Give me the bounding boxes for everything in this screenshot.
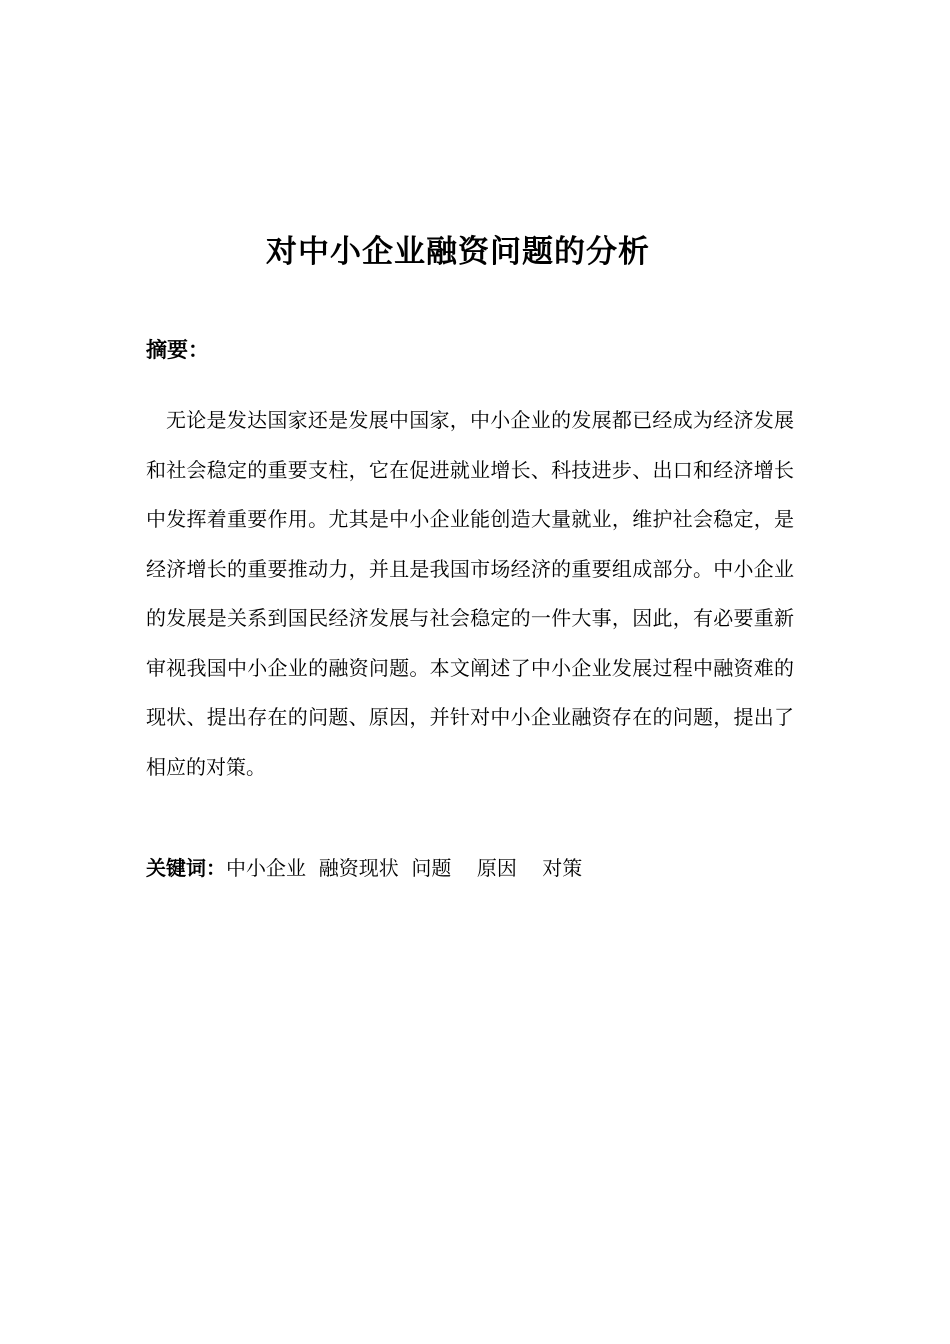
abstract-body: 无论是发达国家还是发展中国家，中小企业的发展都已经成为经济发展和社会稳定的重要支柱，它在促进就业增长、科技进步、出口和经济增长中发挥着重要作用。尤其是中小企业能创造大量就业，维护社会稳定，是经济增长的重要推动力，并且是我国市场经济的重要组成部分。中小企业的发展是关系到国民经济发展与社会稳定的一件大事，因此，有必要重新审视我国中小企业的融资问题。本文阐述了中小企业发展过程中融资难的现状、提出存在的问题、原因，并针对中小企业融资存在的问题，提出了相应的对策。 xyxy=(146,408,794,779)
keywords-label: 关键词： xyxy=(146,856,226,880)
document-title: 对中小企业融资问题的分析 xyxy=(266,234,650,270)
keywords-text: 中小企业 融资现状 问题 原因 对策 xyxy=(226,856,583,880)
abstract-heading: 摘要： xyxy=(146,338,209,362)
keywords-line xyxy=(146,850,582,886)
